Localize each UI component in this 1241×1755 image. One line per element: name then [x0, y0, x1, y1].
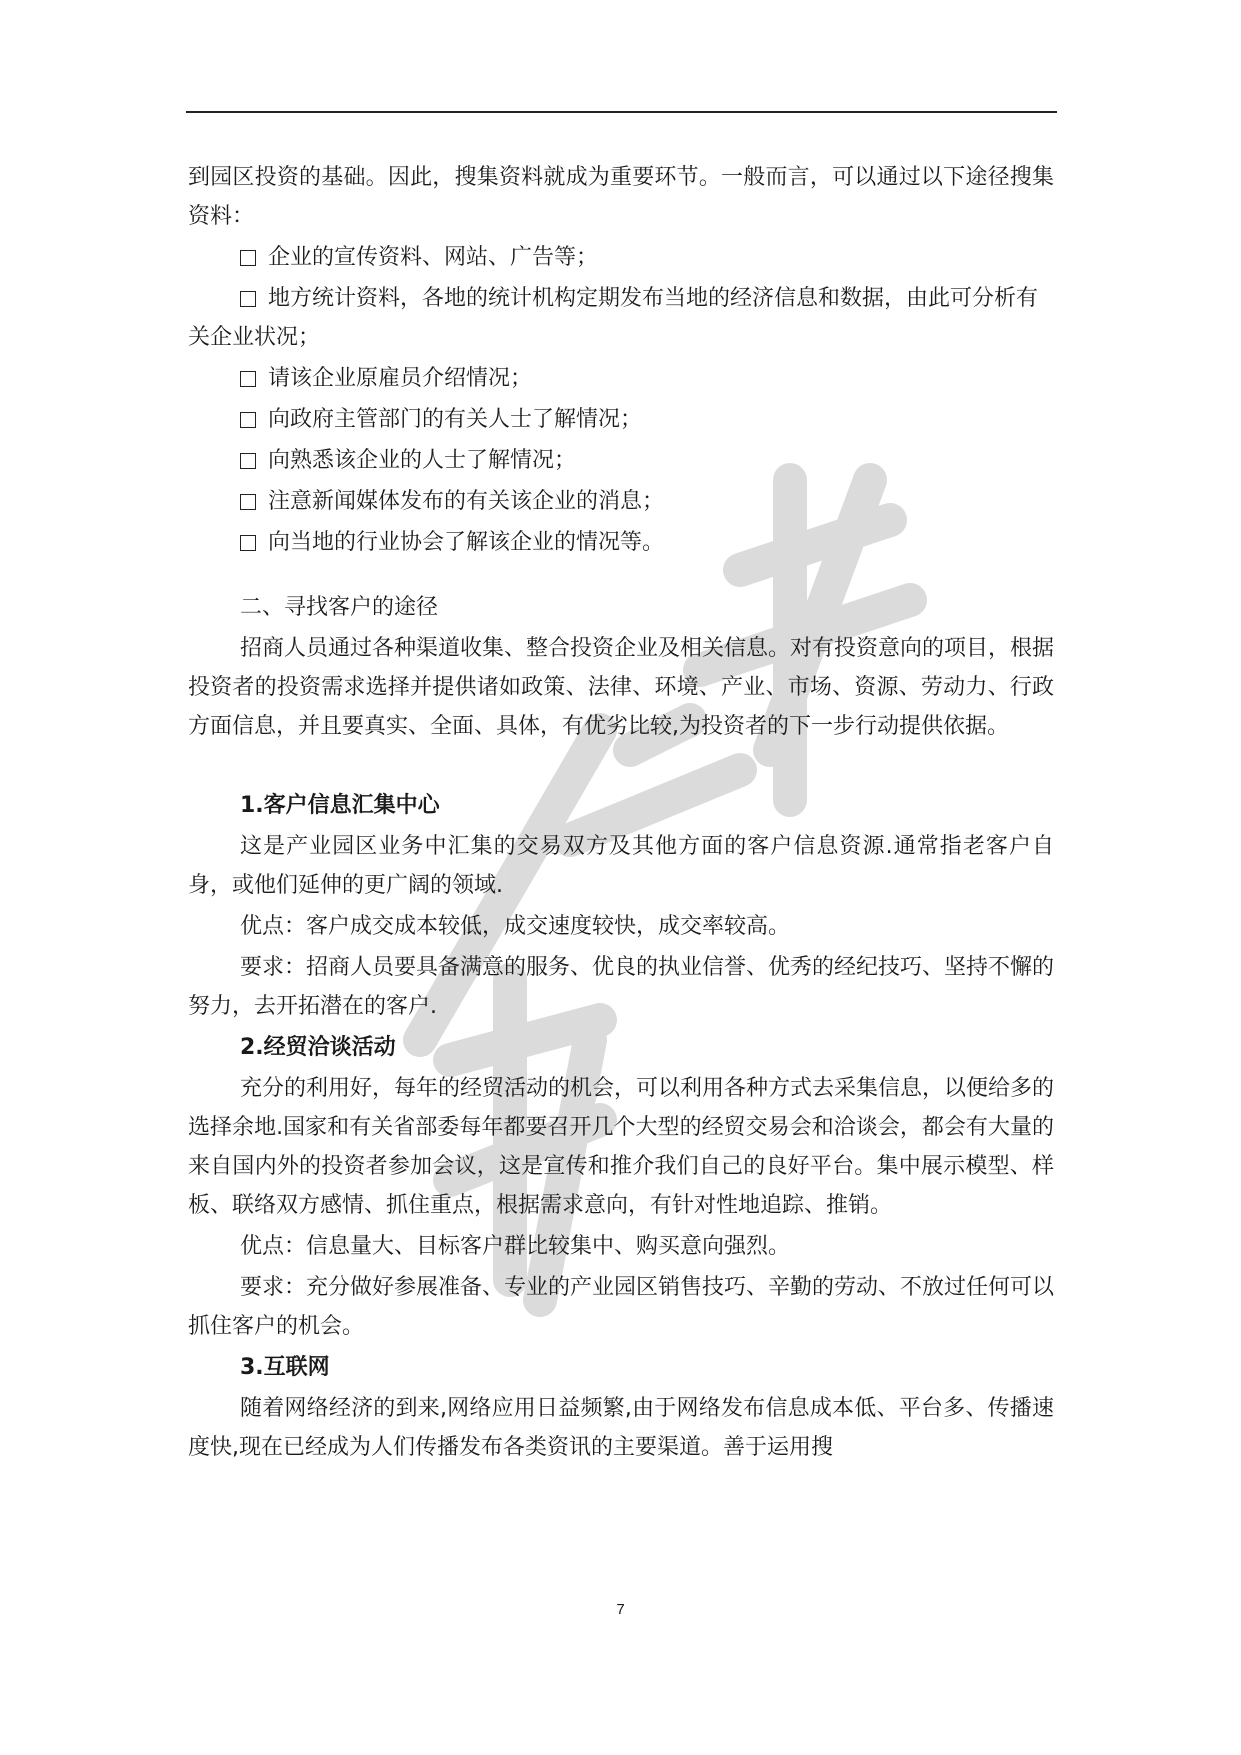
checkbox-icon	[240, 291, 256, 307]
item3-desc: 随着网络经济的到来,网络应用日益频繁,由于网络发布信息成本低、平台多、传播速度快,现在已经成为人们传播发布各类资讯的主要渠道。善于运用搜	[188, 1396, 1054, 1460]
subheading-1: 1.客户信息汇集中心	[240, 793, 440, 818]
page-content	[188, 158, 1054, 1469]
list-item-text: 企业的宣传资料、网站、广告等；	[268, 245, 599, 270]
checkbox-icon	[240, 494, 256, 510]
item2-reqs: 要求：充分做好参展准备、专业的产业园区销售技巧、辛勤的劳动、不放过任何可以抓住客户的机会。	[188, 1275, 1055, 1339]
item1-pros: 优点：客户成交成本较低，成交速度较快，成交率较高。	[240, 914, 791, 939]
list-item-text: 向政府主管部门的有关人士了解情况；	[268, 407, 643, 432]
item2-desc: 充分的利用好，每年的经贸活动的机会，可以利用各种方式去采集信息，以便给多的选择余地.国家和有关省部委每年都要召开几个大型的经贸交易会和洽谈会，都会有大量的来自国内外的投资者参加会议，这是宣传和推介我们自己的良好平台。集中展示模型、样板、联络双方感情、抓住重点，根据需求意向，有针对性地追踪、推销。	[188, 1076, 1055, 1218]
list-item-text: 向当地的行业协会了解该企业的情况等。	[268, 530, 665, 555]
list-item-text: 请该企业原雇员介绍情况；	[268, 366, 533, 391]
list-item-text: 向熟悉该企业的人士了解情况；	[268, 448, 577, 473]
page-number: 7	[616, 1601, 625, 1618]
list-item-text: 注意新闻媒体发布的有关该企业的消息；	[268, 489, 665, 514]
list-item	[188, 400, 1054, 439]
intro-paragraph: 到园区投资的基础。因此，搜集资料就成为重要环节。一般而言，可以通过以下途径搜集资料：	[188, 165, 1054, 229]
list-item	[188, 441, 1054, 480]
section-title: 二、寻找客户的途径	[240, 595, 439, 620]
list-item-text: 地方统计资料，各地的统计机构定期发布当地的经济信息和数据，由此可分析有关企业状况；	[188, 286, 1039, 350]
list-item	[188, 238, 1054, 277]
subheading-3: 3.互联网	[240, 1355, 330, 1380]
item1-desc: 这是产业园区业务中汇集的交易双方及其他方面的客户信息资源.通常指老客户自身，或他们延伸的更广阔的领域.	[188, 834, 1054, 898]
section-body: 招商人员通过各种渠道收集、整合投资企业及相关信息。对有投资意向的项目，根据投资者的投资需求选择并提供诸如政策、法律、环境、产业、市场、资源、劳动力、行政方面信息，并且要真实、全面、具体，有优劣比较,为投资者的下一步行动提供依据。	[188, 636, 1055, 739]
checkbox-icon	[240, 250, 256, 266]
item2-pros: 优点：信息量大、目标客户群比较集中、购买意向强烈。	[240, 1234, 791, 1259]
checkbox-icon	[240, 453, 256, 469]
subheading-2: 2.经贸洽谈活动	[240, 1035, 396, 1060]
list-item	[188, 482, 1054, 521]
list-item	[188, 279, 1054, 357]
checkbox-icon	[240, 535, 256, 551]
item1-reqs: 要求：招商人员要具备满意的服务、优良的执业信誉、优秀的经纪技巧、坚持不懈的努力，去开拓潜在的客户.	[188, 955, 1055, 1019]
list-item	[188, 359, 1054, 398]
list-item	[188, 523, 1054, 562]
checkbox-icon	[240, 371, 256, 387]
header-rule	[186, 111, 1057, 113]
checkbox-icon	[240, 412, 256, 428]
